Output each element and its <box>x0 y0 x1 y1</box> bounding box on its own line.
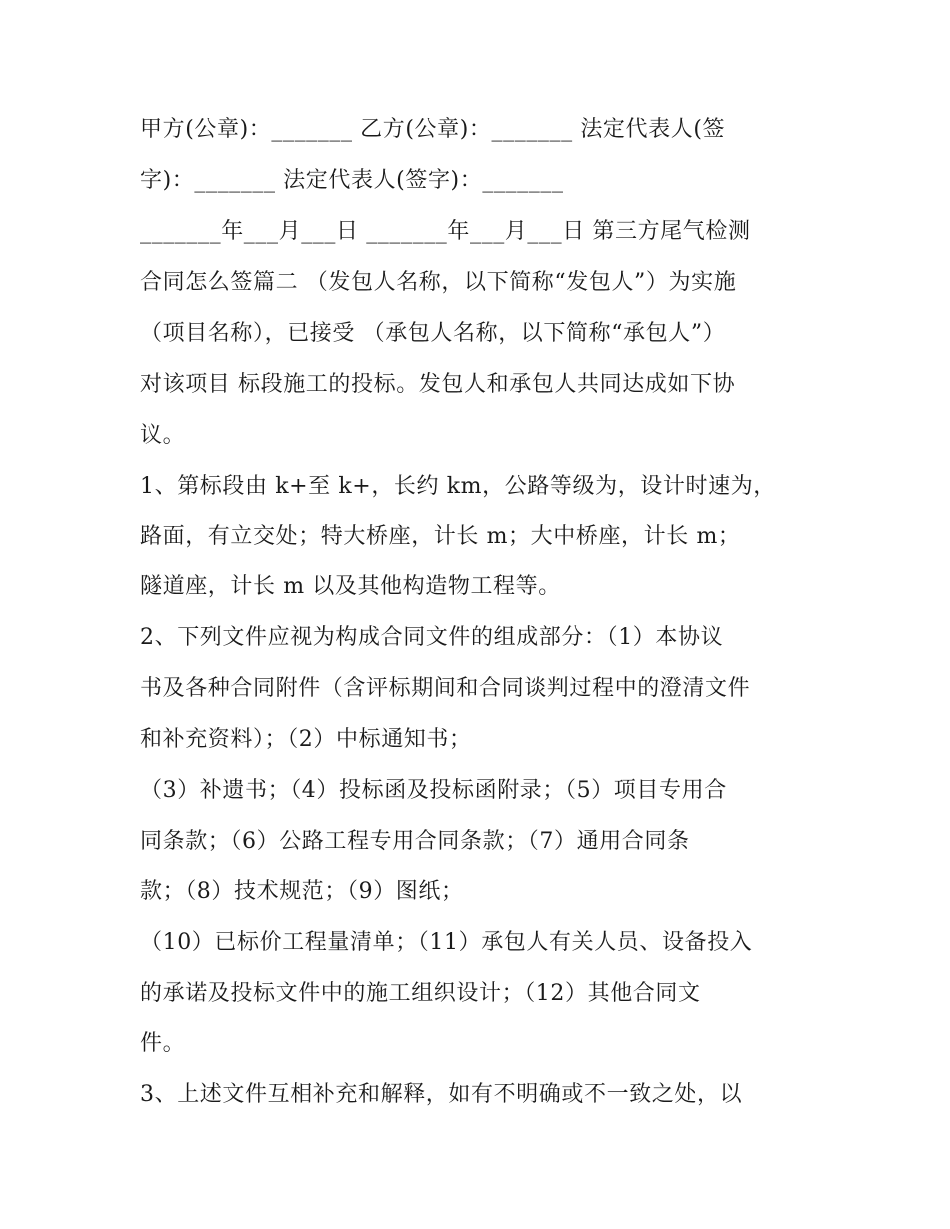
text-line: 和补充资料）；（2）中标通知书； <box>140 727 472 752</box>
text-line: （10）已标价工程量清单；（11）承包人有关人员、设备投入 <box>140 930 753 955</box>
text-line: _______年___月___日 _______年___月___日 第三方尾气检测 <box>140 219 751 244</box>
text-line: 件。 <box>140 1031 186 1056</box>
text-line: 议。 <box>140 423 186 448</box>
text-line: 的承诺及投标文件中的施工组织设计；（12）其他合同文 <box>140 981 701 1006</box>
text-line: （3）补遗书；（4）投标函及投标函附录；（5）项目专用合 <box>140 778 727 803</box>
text-line: （项目名称），已接受 （承包人名称，以下简称“承包人”） <box>140 321 726 346</box>
text-line: 书及各种合同附件（含评标期间和合同谈判过程中的澄清文件 <box>140 676 751 701</box>
text-line: 路面，有立交处；特大桥座，计长 m；大中桥座，计长 m； <box>140 524 741 549</box>
text-line: 3、上述文件互相补充和解释，如有不明确或不一致之处，以 <box>140 1082 743 1107</box>
text-line: 款；（8）技术规范；（9）图纸； <box>140 879 464 904</box>
text-line: 合同怎么签篇二 （发包人名称，以下简称“发包人”）为实施 <box>140 270 737 295</box>
text-line: 隧道座，计长 m 以及其他构造物工程等。 <box>140 574 561 599</box>
text-line: 1、第标段由 k+至 k+，长约 km，公路等级为，设计时速为， <box>140 474 776 499</box>
text-line: 同条款；（6）公路工程专用合同条款；（7）通用合同条 <box>140 829 690 854</box>
text-line: 甲方(公章)：_______ 乙方(公章)：_______ 法定代表人(签 <box>140 117 726 142</box>
text-line: 2、下列文件应视为构成合同文件的组成部分：（1）本协议 <box>140 625 724 650</box>
text-line: 对该项目 标段施工的投标。发包人和承包人共同达成如下协 <box>140 372 736 397</box>
text-line: 字)：_______ 法定代表人(签字)：_______ <box>140 168 564 193</box>
